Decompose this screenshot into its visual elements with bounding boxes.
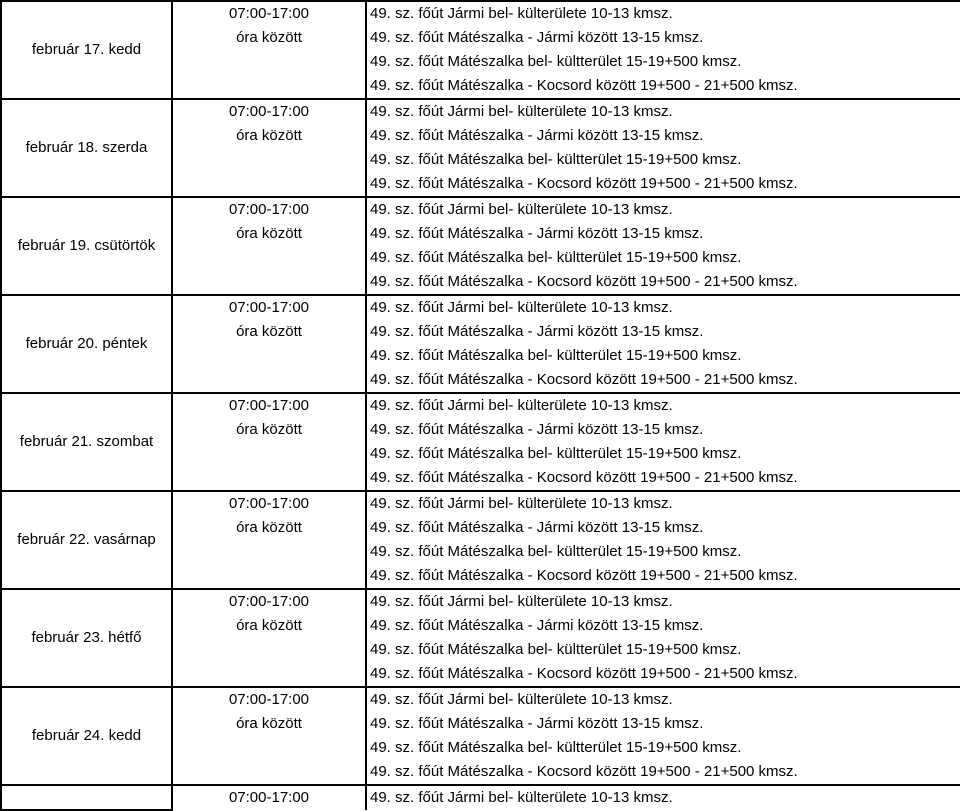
- road-segment-cell: 49. sz. főút Mátészalka bel- kültterület 15-19+500 kmsz.: [370, 543, 742, 560]
- schedule-row: [1, 197, 960, 222]
- road-segment-cell: 49. sz. főút Mátészalka bel- kültterület 15-19+500 kmsz.: [370, 151, 742, 168]
- schedule-body: [1, 1, 960, 810]
- schedule-row: [1, 589, 960, 614]
- road-segment-cell: 49. sz. főút Mátészalka - Jármi között 13-15 kmsz.: [370, 29, 704, 46]
- road-segment-cell: 49. sz. főút Jármi bel- külterülete 10-13 kmsz.: [366, 393, 960, 418]
- time-cell: [172, 466, 366, 491]
- date-cell: február 21. szombat: [1, 393, 172, 491]
- time-cell: [172, 760, 366, 785]
- time-cell: [172, 344, 366, 368]
- time-cell: 07:00-17:00: [172, 1, 366, 26]
- road-segment-cell: 49. sz. főút Mátészalka - Jármi között 13-15 kmsz.: [370, 323, 704, 340]
- road-segment-cell: 49. sz. főút Mátészalka - Jármi között 13-15 kmsz.: [370, 225, 704, 242]
- time-cell: 07:00-17:00: [172, 295, 366, 320]
- schedule-row: [1, 99, 960, 124]
- date-cell: február 24. kedd: [1, 687, 172, 785]
- time-cell: [172, 74, 366, 99]
- date-cell: február 18. szerda: [1, 99, 172, 197]
- road-segment-cell: 49. sz. főút Mátészalka - Jármi között 13-15 kmsz.: [370, 127, 704, 144]
- time-cell: 07:00-17:00: [172, 491, 366, 516]
- road-segment-cell: 49. sz. főút Mátészalka - Kocsord között 19+500 - 21+500 kmsz.: [370, 665, 798, 682]
- road-segment-cell: 49. sz. főút Mátészalka - Kocsord között 19+500 - 21+500 kmsz.: [370, 469, 798, 486]
- road-segment-cell: 49. sz. főút Mátészalka - Jármi között 13-15 kmsz.: [370, 617, 704, 634]
- road-segment-cell: 49. sz. főút Jármi bel- külterülete 10-13 kmsz.: [366, 785, 960, 810]
- date-cell: [1, 785, 172, 810]
- road-segment-cell: 49. sz. főút Mátészalka bel- kültterület 15-19+500 kmsz.: [370, 641, 742, 658]
- time-cell: [172, 172, 366, 197]
- time-cell: óra között: [172, 124, 366, 148]
- road-segment-cell: 49. sz. főút Mátészalka - Jármi között 13-15 kmsz.: [370, 715, 704, 732]
- road-segment-cell: 49. sz. főút Jármi bel- külterülete 10-13 kmsz.: [366, 491, 960, 516]
- time-cell: [172, 540, 366, 564]
- road-segment-cell: 49. sz. főút Mátészalka - Kocsord között 19+500 - 21+500 kmsz.: [370, 273, 798, 290]
- road-segment-cell: 49. sz. főút Jármi bel- külterülete 10-13 kmsz.: [366, 1, 960, 26]
- time-cell: [172, 148, 366, 172]
- time-cell: [172, 270, 366, 295]
- date-cell: február 22. vasárnap: [1, 491, 172, 589]
- date-cell: február 19. csütörtök: [1, 197, 172, 295]
- road-segment-cell: 49. sz. főút Mátészalka bel- kültterület 15-19+500 kmsz.: [370, 53, 742, 70]
- time-cell: óra között: [172, 418, 366, 442]
- road-segment-cell: 49. sz. főút Mátészalka - Kocsord között 19+500 - 21+500 kmsz.: [370, 567, 798, 584]
- time-cell: óra között: [172, 222, 366, 246]
- schedule-row: [1, 687, 960, 712]
- schedule-row: [1, 1, 960, 26]
- time-cell: [172, 736, 366, 760]
- time-cell: óra között: [172, 614, 366, 638]
- road-segment-cell: 49. sz. főút Mátészalka - Jármi között 13-15 kmsz.: [370, 421, 704, 438]
- road-segment-cell: 49. sz. főút Mátészalka - Kocsord között 19+500 - 21+500 kmsz.: [370, 371, 798, 388]
- time-cell: 07:00-17:00: [172, 99, 366, 124]
- date-cell: február 17. kedd: [1, 1, 172, 99]
- road-segment-cell: 49. sz. főút Mátészalka bel- kültterület 15-19+500 kmsz.: [370, 445, 742, 462]
- time-cell: 07:00-17:00: [172, 393, 366, 418]
- time-cell: [172, 662, 366, 687]
- time-cell: óra között: [172, 26, 366, 50]
- road-segment-cell: 49. sz. főút Mátészalka - Kocsord között 19+500 - 21+500 kmsz.: [370, 77, 798, 94]
- time-cell: óra között: [172, 712, 366, 736]
- time-cell: óra között: [172, 320, 366, 344]
- road-segment-cell: 49. sz. főút Mátészalka bel- kültterület 15-19+500 kmsz.: [370, 347, 742, 364]
- road-segment-cell: 49. sz. főút Jármi bel- külterülete 10-13 kmsz.: [366, 197, 960, 222]
- road-segment-cell: 49. sz. főút Mátészalka bel- kültterület 15-19+500 kmsz.: [370, 249, 742, 266]
- schedule-row: [1, 295, 960, 320]
- time-cell: 07:00-17:00: [172, 687, 366, 712]
- road-segment-cell: 49. sz. főút Mátészalka - Kocsord között 19+500 - 21+500 kmsz.: [370, 763, 798, 780]
- road-segment-cell: 49. sz. főút Mátészalka - Jármi között 13-15 kmsz.: [370, 519, 704, 536]
- time-cell: [172, 442, 366, 466]
- road-segment-cell: 49. sz. főút Mátészalka - Kocsord között 19+500 - 21+500 kmsz.: [370, 175, 798, 192]
- schedule-row: [1, 393, 960, 418]
- time-cell: 07:00-17:00: [172, 589, 366, 614]
- road-segment-cell: 49. sz. főút Jármi bel- külterülete 10-13 kmsz.: [366, 687, 960, 712]
- time-cell: óra között: [172, 516, 366, 540]
- date-cell: február 20. péntek: [1, 295, 172, 393]
- date-cell: február 23. hétfő: [1, 589, 172, 687]
- time-cell: 07:00-17:00: [172, 785, 366, 810]
- time-cell: [172, 368, 366, 393]
- time-cell: 07:00-17:00: [172, 197, 366, 222]
- time-cell: [172, 50, 366, 74]
- road-segment-cell: 49. sz. főút Mátészalka bel- kültterület 15-19+500 kmsz.: [370, 739, 742, 756]
- schedule-row: [1, 785, 960, 810]
- time-cell: [172, 246, 366, 270]
- road-segment-cell: 49. sz. főút Jármi bel- külterülete 10-13 kmsz.: [366, 589, 960, 614]
- schedule-row: [1, 491, 960, 516]
- road-segment-cell: 49. sz. főút Jármi bel- külterülete 10-13 kmsz.: [366, 295, 960, 320]
- time-cell: [172, 638, 366, 662]
- time-cell: [172, 564, 366, 589]
- road-segment-cell: 49. sz. főút Jármi bel- külterülete 10-13 kmsz.: [366, 99, 960, 124]
